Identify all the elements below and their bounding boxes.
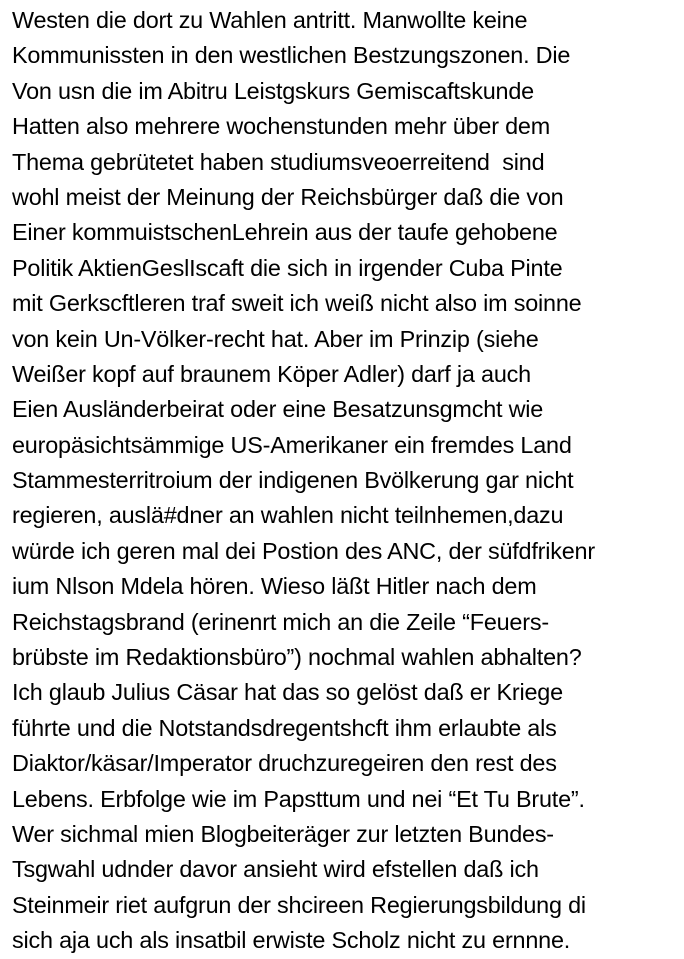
text-line: Hatten also mehrere wochenstunden mehr über dem — [12, 113, 550, 140]
text-line: von kein Un-Völker-recht hat. Aber im Prinzip (siehe — [12, 325, 539, 352]
text-line: ium Nlson Mdela hören. Wieso läßt Hitler nach dem — [12, 573, 537, 600]
text-line: Eien Ausländerbeirat oder eine Besatzunsgmcht wie — [12, 396, 544, 423]
text-line: Kommunissten in den westlichen Bestzungszonen. Die — [12, 42, 571, 69]
text-line: Stammesterritroium der indigenen Bvölkerung gar nicht — [12, 467, 574, 494]
text-line: europäsichtsämmige US-Amerikaner ein fremdes Land — [12, 431, 572, 458]
text-line: Tsgwahl udnder davor ansieht wird efstellen daß ich — [12, 856, 539, 883]
text-line: brübste im Redaktionsbüro”) nochmal wahlen abhalten? — [12, 644, 582, 671]
text-line: Politik AktienGeslIscaft die sich in irgender Cuba Pinte — [12, 254, 563, 281]
text-line: Reichstagsbrand (erinenrt mich an die Zeile “Feuers- — [12, 608, 549, 635]
text-line: sich aja uch als insatbil erwiste Scholz nicht zu ernnne. — [12, 927, 571, 954]
text-line: regieren, auslä#dner an wahlen nicht teilnhemen,dazu — [12, 502, 564, 529]
text-line: Weißer kopf auf braunem Köper Adler) darf ja auch — [12, 360, 531, 387]
text-line: Diaktor/käsar/Imperator druchzuregeiren den rest des — [12, 750, 557, 777]
text-line: Thema gebrütetet haben studiumsveoerreitend sind — [12, 148, 545, 175]
text-line: Ich glaub Julius Cäsar hat das so gelöst daß er Kriege — [12, 679, 563, 706]
text-line: würde ich geren mal dei Postion des ANC, der süfdfrikenr — [12, 537, 595, 564]
text-line: wohl meist der Meinung der Reichsbürger daß die von — [12, 183, 564, 210]
text-line: Wer sichmal mien Blogbeiteräger zur letzten Bundes- — [12, 820, 554, 847]
text-line: Einer kommuistschenLehrein aus der taufe gehobene — [12, 219, 558, 246]
text-line: führte und die Notstandsdregentshcft ihm erlaubte als — [12, 714, 557, 741]
text-line: Steinmeir riet aufgrun der shcireen Regierungsbildung di — [12, 891, 586, 918]
text-line: Von usn die im Abitru Leistgskurs Gemiscaftskunde — [12, 77, 534, 104]
text-line: Westen die dort zu Wahlen antritt. Manwollte keine — [12, 7, 528, 33]
text-line: Lebens. Erbfolge wie im Papsttum und nei “Et Tu Brute”. — [12, 785, 585, 812]
text-line: mit Gerkscftleren traf sweit ich weiß nicht also im soinne — [12, 290, 582, 317]
body-text — [12, 3, 680, 959]
